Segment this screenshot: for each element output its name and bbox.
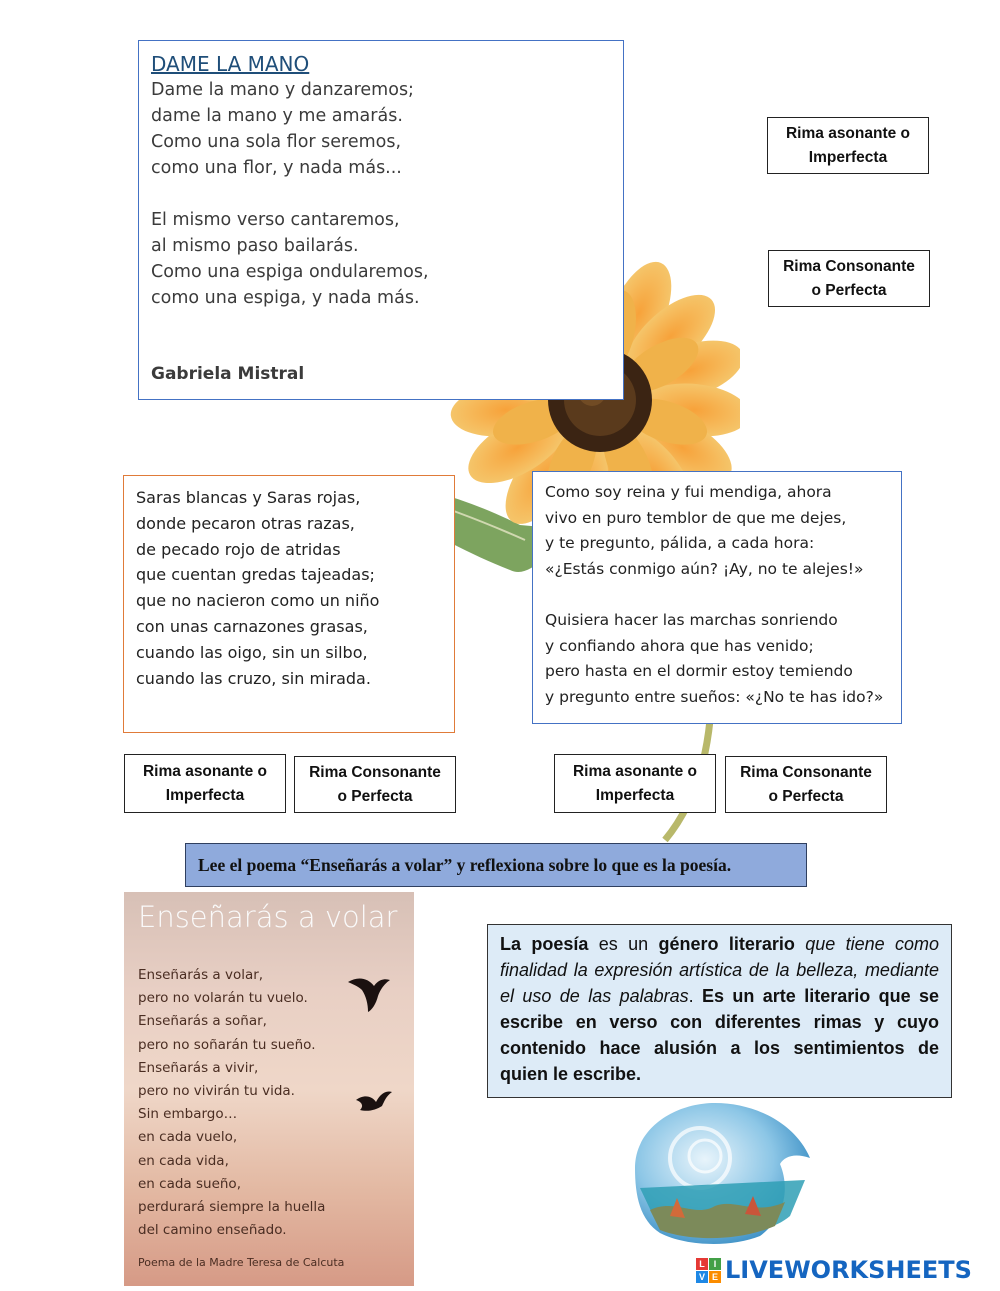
option-label: Rima asonante o — [785, 124, 911, 142]
poem-saras-box — [123, 475, 455, 733]
poem-reina-box — [532, 471, 902, 724]
card-line: Sin embargo… — [138, 1106, 238, 1123]
poem-card-image — [124, 892, 414, 1286]
card-line: pero no soñarán tu sueño. — [138, 1036, 316, 1053]
card-line: del camino enseñado. — [138, 1222, 287, 1239]
poetry-definition-box — [487, 924, 952, 1098]
card-line: en cada vida, — [138, 1152, 229, 1169]
rima-asonante-option-3[interactable] — [554, 754, 716, 813]
poem-line: pero hasta en el dormir estoy temiendo — [545, 662, 853, 681]
poem-line: con unas carnazones grasas, — [136, 616, 368, 636]
poem-line: y pregunto entre sueños: «¿No te has ido?» — [545, 687, 884, 706]
bird-icon — [354, 1088, 394, 1116]
card-credit: Poema de la Madre Teresa de Calcuta — [138, 1256, 345, 1269]
rima-consonante-option-2[interactable] — [294, 756, 456, 813]
logo-letter: I — [709, 1258, 721, 1270]
poem-line: Saras blancas y Saras rojas, — [136, 488, 361, 507]
option-label: Rima asonante o — [572, 762, 698, 780]
card-line: pero no volarán tu vuelo. — [138, 990, 308, 1007]
logo-letter: L — [696, 1258, 708, 1270]
rima-consonante-option-1[interactable] — [768, 250, 930, 307]
poem-line: como una espiga, y nada más. — [151, 288, 420, 308]
poem-author: Gabriela Mistral — [151, 364, 305, 384]
poem-dame-la-mano-box — [138, 40, 624, 400]
card-line: en cada sueño, — [138, 1175, 241, 1192]
option-label: Imperfecta — [595, 786, 675, 804]
definition-text: es un — [588, 934, 659, 954]
definition-purpose: que tiene como finalidad la expresión artística de la belleza, mediante el uso de las palabras — [500, 934, 939, 1006]
logo-letter: E — [709, 1271, 721, 1283]
option-label: o Perfecta — [337, 787, 413, 805]
poem-line: de pecado rojo de atridas — [136, 539, 341, 559]
logo-letter: V — [696, 1271, 708, 1283]
option-label: o Perfecta — [811, 281, 887, 299]
logo-badge-icon — [696, 1258, 721, 1283]
card-line: en cada vuelo, — [138, 1129, 238, 1146]
card-line: Enseñarás a volar, — [138, 967, 264, 983]
poem-line: Quisiera hacer las marchas sonriendo — [545, 610, 838, 629]
poem-line: dame la mano y me amarás. — [151, 106, 403, 126]
logo-text: LIVEWORKSHEETS — [725, 1256, 972, 1284]
instruction-banner — [185, 843, 807, 887]
definition-summary: Es un arte literario que se escribe en verso con diferentes rimas y cuyo contenido hace alusión a los sentimientos de quien le escribe. — [500, 986, 940, 1084]
card-poem — [138, 964, 325, 1242]
option-label: Rima Consonante — [740, 763, 872, 781]
card-line: Enseñarás a soñar, — [138, 1013, 267, 1030]
option-label: Rima Consonante — [783, 257, 915, 275]
instruction-text: Lee el poema “Enseñarás a volar” y reflexiona sobre lo que es la poesía. — [198, 854, 732, 875]
definition-term: La poesía — [500, 934, 589, 954]
poem-title: DAME LA MANO — [151, 52, 310, 76]
poem-line: vivo en puro temblor de que me dejes, — [545, 508, 847, 527]
bird-icon — [346, 968, 392, 1014]
rima-asonante-option-2[interactable] — [124, 754, 286, 813]
rima-consonante-option-3[interactable] — [725, 756, 887, 813]
liveworksheets-logo — [696, 1255, 972, 1285]
card-title: Enseñarás a volar — [138, 900, 398, 934]
option-label: Rima Consonante — [309, 763, 441, 781]
poem-line: cuando las oigo, sin un silbo, — [136, 642, 368, 662]
poem-line: y confiando ahora que has venido; — [545, 636, 814, 655]
poem-line: al mismo paso bailarás. — [151, 236, 359, 256]
poem-line: Como una espiga ondularemos, — [151, 262, 429, 282]
poem-line: Como una sola flor seremos, — [151, 132, 402, 152]
poem-line: que no nacieron como un niño — [136, 591, 380, 611]
rima-asonante-option-1[interactable] — [767, 117, 929, 174]
card-line: Enseñarás a vivir, — [138, 1059, 259, 1076]
poem-line: cuando las cruzo, sin mirada. — [136, 668, 371, 688]
definition-genre: género literario — [658, 934, 795, 954]
card-line: perdurará siempre la huella — [138, 1199, 326, 1216]
poem-line: «¿Estás conmigo aún? ¡Ay, no te alejes!» — [545, 560, 864, 579]
card-line: pero no vivirán tu vida. — [138, 1083, 295, 1100]
poem-line: Dame la mano y danzaremos; — [151, 80, 414, 100]
seashell-illustration — [615, 1098, 815, 1248]
poem-line: y te pregunto, pálida, a cada hora: — [545, 534, 815, 553]
option-label: Imperfecta — [808, 148, 888, 166]
poem-line: que cuentan gredas tajeadas; — [136, 565, 375, 585]
poem-line: donde pecaron otras razas, — [136, 513, 355, 533]
option-label: Imperfecta — [165, 786, 245, 804]
option-label: o Perfecta — [768, 787, 844, 805]
poem-line: Como soy reina y fui mendiga, ahora — [545, 483, 832, 501]
definition-text: . — [688, 986, 703, 1006]
poem-line: como una flor, y nada más... — [151, 158, 402, 178]
option-label: Rima asonante o — [142, 762, 268, 780]
poem-line: El mismo verso cantaremos, — [151, 210, 400, 230]
